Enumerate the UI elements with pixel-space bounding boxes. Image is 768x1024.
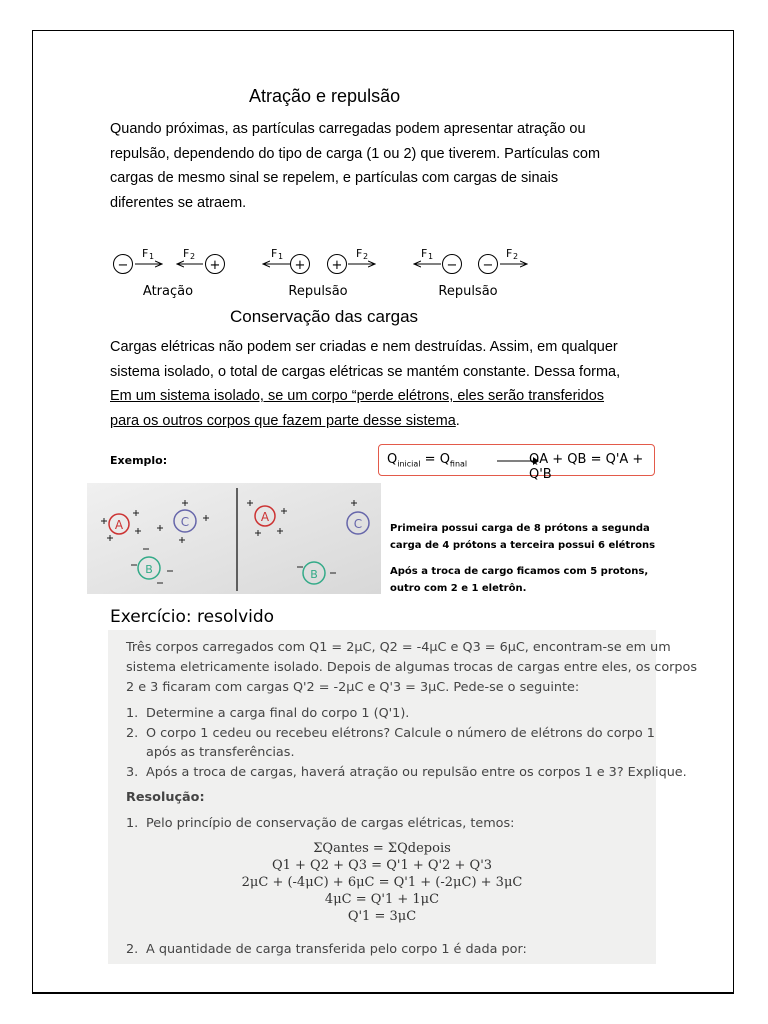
example-caption-2: Após a troca de cargo ficamos com 5 protons, outro com 2 e 1 eletrôn. xyxy=(390,566,649,594)
force-subscript: 1 xyxy=(149,252,155,261)
equation-line: Q'1 = 3μC xyxy=(347,909,417,924)
charges-diagram xyxy=(100,236,540,302)
force-subscript: 1 xyxy=(278,252,284,261)
paragraph-line: Cargas elétricas não podem ser criadas e nem destruídas. Assim, em qualquer xyxy=(110,339,618,355)
photo-letter: B xyxy=(145,563,153,576)
equation-line: 4μC = Q'1 + 1μC xyxy=(324,892,440,907)
minus-sign: − xyxy=(117,258,129,273)
example-caption-1: Primeira possui carga de 8 prótons a segunda carga de 4 prótons a terceira possui 6 elétrons xyxy=(390,523,656,551)
repulsion-positive-group xyxy=(263,247,375,299)
question-item: 1. Determine a carga final do corpo 1 (Q'1). xyxy=(126,706,410,721)
question-item: após as transferências. xyxy=(146,745,295,760)
conservation-paragraph xyxy=(110,335,665,433)
paragraph-line: diferentes se atraem. xyxy=(110,194,247,211)
plus-sign: + xyxy=(294,258,306,273)
paragraph-line: repulsão, dependendo do tipo de carga (1 ou 2) que tiverem. Partículas com xyxy=(110,145,601,162)
force-label: F xyxy=(271,247,278,260)
force-label: F xyxy=(142,247,149,260)
equation-line: Q1 + Q2 + Q3 = Q'1 + Q'2 + Q'3 xyxy=(271,858,493,873)
exercise-intro xyxy=(126,638,698,698)
equation-line: ΣQantes = ΣQdepois xyxy=(313,841,451,856)
diagram-label-repulsion: Repulsão xyxy=(438,284,498,299)
force-subscript: 2 xyxy=(513,252,519,261)
resolution-step-2: 2. A quantidade de carga transferida pelo corpo 1 é dada por: xyxy=(126,942,527,957)
resolution-label: Resolução: xyxy=(126,790,205,805)
diagram-label-attraction: Atração xyxy=(142,284,194,299)
exercise-questions xyxy=(126,704,687,782)
equations-block xyxy=(108,840,656,925)
plus-sign: + xyxy=(331,258,343,273)
example-label: Exemplo: xyxy=(110,454,168,467)
exercise-box xyxy=(108,630,698,964)
section-title-attraction: Atração e repulsão xyxy=(249,86,401,106)
minus-sign: − xyxy=(482,258,494,273)
photo-letter: C xyxy=(180,515,190,529)
formula-box xyxy=(378,444,655,482)
paragraph-line: sistema isolado, o total de cargas elétricas se mantém constante. Dessa forma, xyxy=(110,363,621,380)
repulsion-negative-group xyxy=(414,247,527,299)
force-label: F xyxy=(183,247,190,260)
question-item: 2. O corpo 1 cedeu ou recebeu elétrons? Calcule o número de elétrons do corpo 1 xyxy=(126,725,655,741)
diagram-label-repulsion: Repulsão xyxy=(288,284,348,299)
question-item: 3. Após a troca de cargas, haverá atração ou repulsão entre os corpos 1 e 3? Explique. xyxy=(126,764,687,780)
exercise-line: 2 e 3 ficaram com cargas Q'2 = -2μC e Q'3 = 3μC. Pede-se o seguinte: xyxy=(126,680,580,695)
resolution-step-1: 1. Pelo princípio de conservação de cargas elétricas, temos: xyxy=(126,816,515,831)
paragraph-line-underlined: para os outros corpos que fazem parte desse sistema. xyxy=(110,412,460,429)
formula-left: $Q_{inicial} = Q_{final}$ xyxy=(387,452,468,469)
force-label: F xyxy=(356,247,363,260)
exercise-title: Exercício: resolvido xyxy=(110,607,275,627)
photo-letter: B xyxy=(310,568,318,581)
photo-letter: C xyxy=(353,517,363,531)
force-label: F xyxy=(506,247,513,260)
force-subscript: 1 xyxy=(428,252,434,261)
photo-letter: A xyxy=(260,510,270,524)
photo-letter: A xyxy=(114,518,124,532)
attraction-group xyxy=(114,247,225,299)
force-subscript: 2 xyxy=(363,252,369,261)
charges-photo xyxy=(87,483,381,594)
paragraph-line: cargas de mesmo sinal se repelem, e partículas com cargas de sinais xyxy=(110,170,559,186)
exercise-line: sistema eletricamente isolado. Depois de algumas trocas de cargas entre eles, os corpos xyxy=(126,660,698,675)
formula-right: QA + QB = Q'A + Q'B xyxy=(529,452,644,482)
force-subscript: 2 xyxy=(190,252,196,261)
section-title-conservation: Conservação das cargas xyxy=(230,307,419,326)
paragraph-line: Quando próximas, as partículas carregadas podem apresentar atração ou xyxy=(110,121,586,137)
equation-line: 2μC + (-4μC) + 6μC = Q'1 + (-2μC) + 3μC xyxy=(241,875,523,890)
force-label: F xyxy=(421,247,428,260)
minus-sign: − xyxy=(446,258,458,273)
plus-sign: + xyxy=(209,258,221,273)
paragraph-line-underlined: Em um sistema isolado, se um corpo “perde elétrons, eles serão transferidos xyxy=(110,388,605,404)
attraction-paragraph xyxy=(110,117,665,215)
exercise-line: Três corpos carregados com Q1 = 2μC, Q2 = -4μC e Q3 = 6μC, encontram-se em um xyxy=(126,640,671,655)
